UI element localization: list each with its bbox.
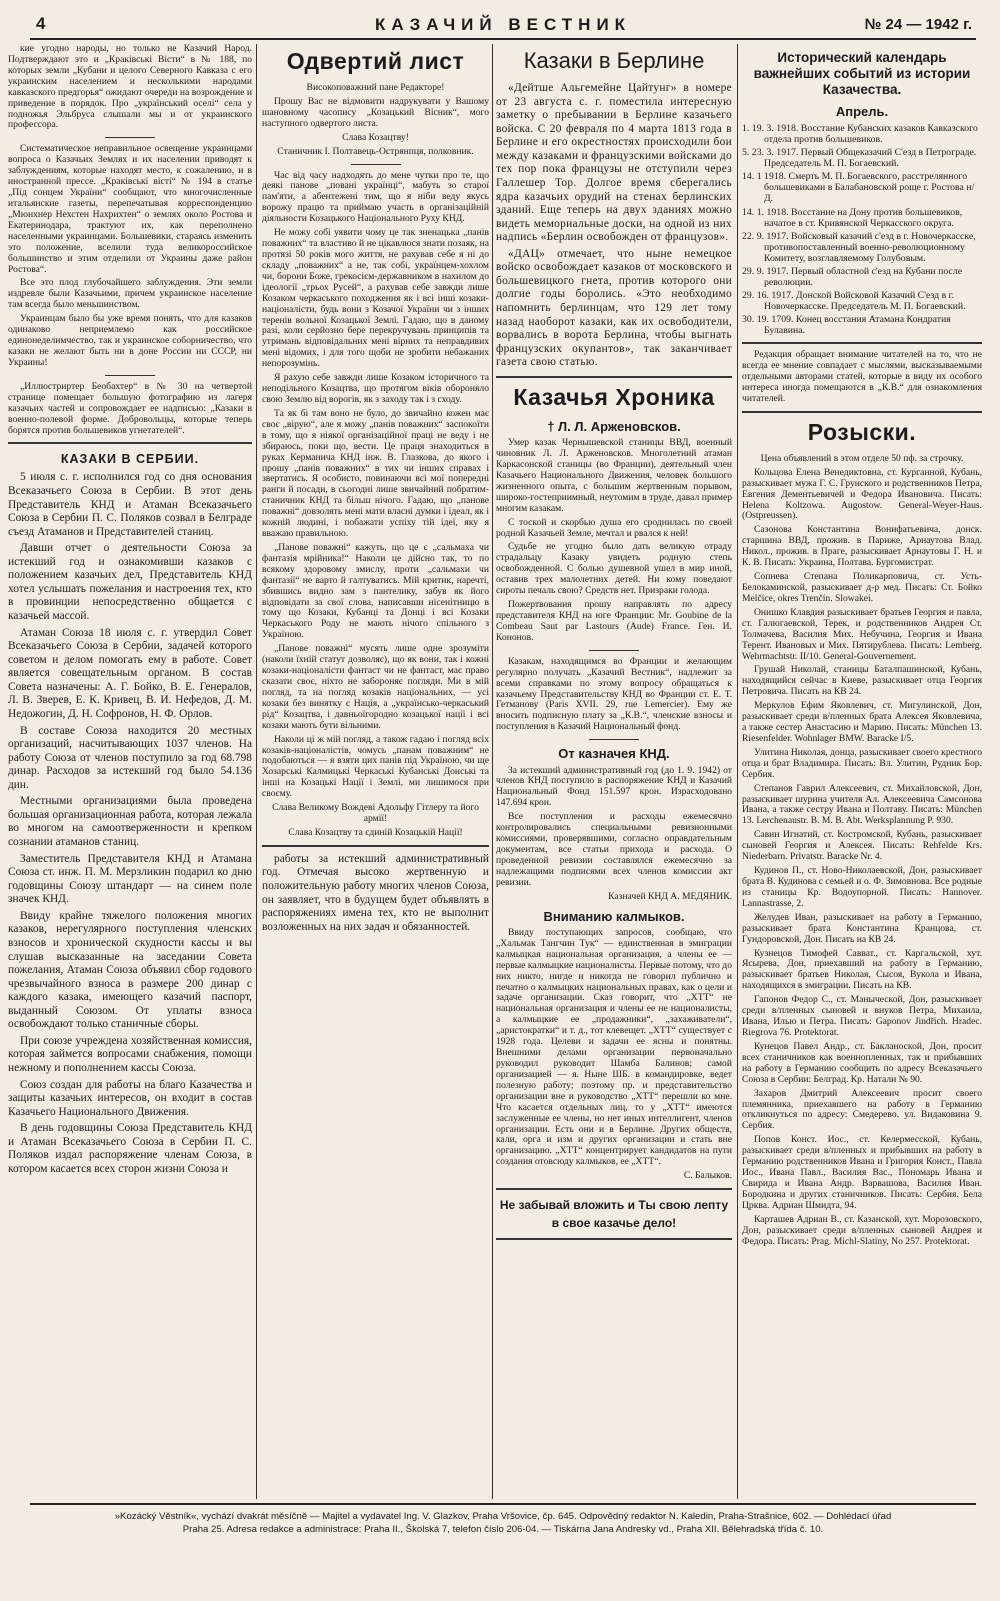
- column-1: [8, 44, 252, 1499]
- paragraph: Атаман Союза 18 июля с. г. утвердил Совет Всеказачьего Союза в Сербии, задачей которого советом и делом помогать ему в работе. Совет является совещательным органом. В состав Совета назначены: А. Г. Бойко, В. Е. Генералов, Л. В. Зверев, Е. К. Кривец, В. И. Нефедов, Д. М. Недожогин, Д. Н. Софронов, Н. Ф. Орлов.: [8, 626, 252, 720]
- page-number: 4: [36, 14, 46, 33]
- paragraph: Ввиду крайне тяжелого положения многих казаков, нерегулярного поступления членских взносов и хронической скудности кассы и вы слушав высказанные на заседании Совета пожелания, Атаман Союза объявил сбор годового чрезвычайного взноса в размере 200 динар с каждого казака, имеющего казачий паспорт, выданный Союзом. От уплаты взноса освобождают только станичные сборы.: [8, 909, 252, 1031]
- search-ad: Захаров Дмитрий Алексеевич просит своего племянника, приехавшего на работу в Германию откликнуться по адресу: Смедерево. ул. Видаковина 9. Сербия.: [742, 1087, 982, 1132]
- divider: [105, 375, 155, 376]
- paragraph: С тоской и скорбью душа его сроднилась по своей родной Казачьей Земле, мечтал и рвался к ней!: [496, 516, 732, 539]
- paragraph: Ввиду поступающих запросов, сообщаю, что „Хальмак Тангчин Тук“ — единственная в эмиграции калмыцкая национальная организация, а члены ее — первые калмыцкие националисты. Первые потому, что до них никто, нигде и никогда не говорил публично и печатно о калмыцких национальных правах, как о цели и задаче организации. Сказ говорит, что „ХТТ“ не национальная организация и члены ее не националисты, а калмыцкие ее „продажники“, „захаживатели“, „аристократки“ и т. д., тот клевещет. „ХТТ“ существует с 1928 года. Целеви и задачи ее ясны и понятны. Внешними делами организации первоначально руководил руководит Шамба Балинов; самой организацией — я. Ныне ШБ. в командировке, ведет полезную работу; поэтому пр. и представительство организации вне и руководство „ХТТ“ перешли ко мне. Что касается отдельных лиц, то у „ХТТ“ имеются заслуженные ее члены, но нет иных интеллигент, членов организации. Есть они и в Берлине. Других обществ, кали, орга и изм и других организации и стать вне организацию. „ХТТ“ концентрирует кандидатов на пути создания отовсюду калмыков, ее „ХТТ“.: [496, 926, 732, 1168]
- paragraph: Наколи ці ж мій погляд, а також гадаю і погляд всіх козаків-націоналістів, чомусь „панам поважним“ не подобаються — я взяти цих панів під Україною, чи ще Хозарські Калмицькі Черкаські Кубанські Донські та інші на Козацькі Нації і Землі, ми лишимося при своєму.: [262, 733, 489, 800]
- masthead: [30, 14, 976, 40]
- search-ad: Сазонова Константина Вонифатьевича, донск. старшина ВВД, прожив. в Париже, Арнаутова Влад. Никол., прожив. в Праге, разыскивает Арнаутовы Г. Н. и К. В. Писать: Украина, Полтава. Бургомистрат.: [742, 524, 982, 569]
- paragraph: Я рахую себе завжди лише Козаком історичного та неподільного Козацтва, що протягом віків обороняло свою Землю від ворогів, як з заходу так і з сходу.: [262, 372, 489, 405]
- divider: [351, 164, 401, 165]
- article-title-searches: Розыски.: [807, 418, 917, 445]
- section-rule: [742, 411, 982, 413]
- calendar-item: 14. 1. 1918. Восстание на Дону против большевиков, начатое в ст. Кривянской Черкасского округа.: [742, 206, 963, 229]
- paragraph: работы за истекший административный год. Отмечая высоко жертвенную и положительную работу многих членов Союза, он заявляет, что в будущем будет объявлять в распоряжениях имена тех, кто не выполнит возложенных на них задач и обязанностей.: [262, 852, 489, 933]
- search-ad: Карташев Адриан В., ст. Казанской, хут. Морозовского, Дон, разыскивает среди в/пленных сыновей Андрея и Федора. Писать: Prag. Michl-Slatiny, No 257. Protektorat.: [742, 1213, 982, 1247]
- article-title-berlin: Казаки в Берлине: [523, 48, 705, 73]
- divider: [105, 137, 155, 138]
- paragraph: Пожертвования прошу направлять по адресу представителя КНД на юге Франции: Mr. Goubine de la Combeau Saut par Lastours (Aude) France. Ген. И. Кононов.: [496, 599, 732, 643]
- search-ad: Кудинов П., ст. Ново-Николаевской, Дон, разыскивает брата В. Кудинова с семьей и о. Ф. Зимовнова. Все родные из станицы Кр. Водоупорной. Писать: Hannover. Lannastrasse, 2.: [742, 865, 982, 909]
- column-divider: [256, 44, 257, 1499]
- paragraph: В составе Союза находится 20 местных организаций, насчитывающих 1037 членов. На работу Союза от членов поступило за год 68.798 динар. Расходов за истекший год было 54.136 дин.: [8, 724, 252, 791]
- paragraph: «ДАЦ» отмечает, что ныне немецкое войско освобождает казаков от московского и большевицкого гнета, против которого они долгие годы боролись. «Это необходимо напомнить берлинцам, что 129 лет тому назад наоборот казаки, как их освободители, ворвались в ворота Берлина, чтобы выгнать французских окупантов», так заканчивает газета свою статью.: [496, 247, 732, 369]
- notice-france: Казакам, находящимся во Франции и желающим регулярно получать „Казачий Вестник“, надлежит за всеми справками по этому вопросу обращаться к казачьему Представительству КНД во Франции ст. Е. Т. Гетманову (Paris XVII. 29, rue Lemercier). Ему же вносить подписную плату за „К.В.“, членские взносы и поступления в Казачий Национальный фонд.: [496, 655, 732, 733]
- closing: Слава Великому Вождеві Адольфу Гітлеру та його армії!: [272, 802, 479, 825]
- kalmyk-title: Вниманию калмыков.: [543, 908, 685, 924]
- obituary-title: † Л. Л. Арженовсков.: [547, 418, 681, 434]
- calendar-list: [742, 123, 982, 336]
- paragraph: Не можу собі уявити чому це так зненацька „панів поважних“ та властиво й не цікавлюся знати позаяк, на протязі 50 років мого життя, не рахував себе я ні до складу „поважних“ а не, так собі, українцем-хохлом чи, борони Боже, грекосієм-державником в нахилом до ідеології „трьох Русей“, а рахував себе завжди лише Козаком черкаського походження як і всі інші козаки-націоналісти, будь вони з Козачої України чи з інших теренів вольної Козацької Землі. Гадаю, що в даному разі, коли серйозно бере перекручувань принципів та утримань відповідальних мені вірних та неправдивих мені відомих, і для того щоби не зробити небажаних непорозумінь.: [262, 227, 489, 370]
- search-ad: Сопнева Степана Поликарповича, ст. Усть-Белокаминской, разыскивает д-р мед. Писать: Ст. Бойко Melčice, okres Trenčín. Slowakei.: [742, 571, 982, 604]
- signature: С. Балыков.: [683, 1170, 732, 1182]
- paragraph: „Иллюстриртер Беобахтер“ в № 30 на четвертой странице помещает большую фотографию из лагеря казачьих частей и сопровождает ее надписью: „Казаки в военно-полевой форме. Добровольцы, которые теперь борятся против большевиков угнетателей“.: [8, 380, 252, 436]
- search-ad: Желудев Иван, разыскивает на работу в Германию, разыскивает брата Константина Кранцова, ст. Гундоровской, Дон. Писать на КВ 24.: [742, 911, 982, 945]
- paragraph: Систематическое неправильное освещение украинцами вопроса о Казачьих Землях и их населении приводят к заблуждениям, которые находят место, к сожалению, и в иностранной прессе. „Краківські вісті“ № 194 в статье „Під сонцем України“ сообщают, что многочисленные итальянские газеты, перепечатывая корреспонденцию „Мюнхнер Нехстен Нахрихтен“ о землях около Ростова и Екатеринодара, трактуют их, как переполнено населенными украинцами. Большевики, стараясь изменить это положение, вселили туда великороссийское большинство и этим отделили от Украины даже район Ростова“.: [8, 143, 252, 275]
- calendar-item: 29. 16. 1917. Донской Войсковой Казачий С'езд в г. Новочеркасске. Председатель М. П. Богаевский.: [742, 289, 966, 313]
- paragraph: Все это плод глубочайшего заблуждения. Эти земли издревле были Казачьими, причем украинское население там всегда было меньшинством.: [8, 277, 252, 311]
- letter-author: Станичник І. Полтавець-Острянпця, полковник.: [277, 145, 474, 157]
- section-rule: [262, 845, 489, 847]
- paragraph: Заместитель Представителя КНД и Атамана Союза ст. инж. П. М. Мерзликин подарил ко дню годовщины Союзу штандарт — на синем поле значек КНД.: [8, 852, 252, 906]
- paragraph: За истекший административный год (до 1. 9. 1942) от членов КНД поступило в распоряжение КНД и Казачий Национальный Фонд 151.597 крон. Израсходовано 147.694 крон.: [496, 764, 732, 809]
- paragraph: Все поступления и расходы ежемесячно контролировались специальными ревизионными комиссиями, проверявшими, согласно оправдательным документам, все статьи прихода и расхода. О проведенной ревизии составлялся ежемесячно за надлежащими подписями всех членов комиссии акт ревизии.: [496, 811, 732, 888]
- section-rule: [742, 342, 982, 344]
- article-title-chronicle: Казачья Хроника: [513, 383, 715, 410]
- search-ad: Попов Конст. Иос., ст. Келермесской, Кубань, разыскивает среди в/пленных и прибывших на работу в Германию родственников Ивана и Григория Конст., Павла Иос., Ивана Павл., Василия Вас., Пономарь Ивана и Свирида и Ивана Андр. Варвашова, Василия Иван. Бородкина и других станичников. Писать: Сербия. Бела Црква. Адриан Шмидта, 94.: [742, 1134, 982, 1211]
- price-note: Цена объявлений в этом отделе 50 пф. за строчку.: [760, 452, 964, 464]
- calendar-item: 5. 23. 3. 1917. Первый Общеказачий С'езд в Петрограде. Председатель М. П. Богаевский.: [742, 147, 977, 170]
- salutation: Високоповажний пане Редакторе!: [306, 82, 445, 93]
- newspaper-title: КАЗАЧИЙ ВЕСТНИК: [374, 15, 632, 34]
- article-title-open-letter: Одвертий лист: [286, 48, 465, 74]
- paragraph: „Панове поважні“ мусять лише одне зрозуміти (наколи їхній статут дозволяє), що як вони, так і кожні козаки-націоналісти фантаст чи не фантаст, має право сказати своє, ніхто не забороняє погляди. Ми в мій погляд, та на погляд козаків національних, — усі козаки без винятку є Нація, а „українсько-черкаський рід“ Козацтва, і давньоїгородно козацької нації і всі козаки мають бути вільними.: [262, 643, 489, 731]
- column-4: [742, 44, 982, 1499]
- calendar-item: 14. 1 1918. Смерть М. П. Богаевского, расстрелянного большевиками в Балабановской роще г. Ростова н/Д.: [742, 171, 975, 205]
- paragraph: 5 июля с. г. исполнился год со дня основания Всеказачьего Союза в Сербии. В этот день Представитель КНД и Атаман Всеказачьего Союза в Сербии П. С. Поляков созвал в Белграде съезд Атаманов и Представителей станиц.: [8, 471, 252, 538]
- search-ad: Кольцова Елена Венедиктовна, ст. Курганной, Кубань, разыскивает мужа Г. С. Грунского и родственников Петра, Евгения Дементьевичей и Федора Ивановича. Писать: Helena Koltzowa. Augostow. General-Weyer-Haus. (Ostpreussen).: [742, 466, 982, 522]
- calendar-item: 1. 19. 3. 1918. Восстание Кубанских казаков Кавказского отдела против большевиков.: [742, 123, 978, 146]
- paragraph: кие угодно народы, но только не Казачий Народ. Подтверждают это и „Краківські Вісти“ в № 188, по которых земли „Кубани и целого Северного Кавказа с его украинским населением и несколькими народами кавказского предгорья“ ожидают очереди на возрождение и приведение в порядок. Про „український оселі“ села у подножья Эльбруса слышали мы и от украинского профессора.: [8, 44, 252, 131]
- column-2: [262, 44, 489, 1499]
- imprint-line: Praha 25. Adresa redakce a administrace: Praha II., Školská 7, telefon číslo 206-04. — Tiskárna Jana Andresky vd., Praha XII. Bělehradská třída č. 10.: [182, 1524, 824, 1536]
- search-ad: Степанов Гаврил Алексеевич, ст. Михайловской, Дон, разыскивает шурина учителя Ал. Алексеевича Самсонова Ивана, а также сестру Ивана и Полтаву. Писать: München 13. Lerchenaustr. B. M. B. Abt. Werksplannung P. 930.: [742, 782, 982, 827]
- search-ad: Гапонов Федор С., ст. Маныческой, Дон, разыскивает среди в/пленных сыновей и внуков Петра, Михаила, Ивана, Илью и Петра. Писать: Gaponov Jindřich. Hradec. Riegrova 76. Protektorat.: [742, 994, 982, 1038]
- calendar-title: Исторический календарь важнейших событий из истории Казачества.: [753, 50, 971, 97]
- treasurer-title: От казначея КНД.: [558, 746, 670, 762]
- section-rule: [496, 376, 732, 378]
- search-ad: Улитина Николая, донца, разыскивает своего крестного отца и брат Владимира. Писать: Вл. Улитин, Рудник Бор. Сербия.: [742, 746, 982, 780]
- search-ad: Кузнецов Тимофей Савват., ст. Каргальской, хут. Ясырева, Дон, приехавший на работу в Германию, разыскивает братьев Николая, Сысоя, Вукола и Ивана, находящихся в эмиграции. Писать на КВ.: [742, 947, 982, 992]
- paragraph: „Панове поважні“ кажуть, що це є „сальмаха чи фантазія мрійника!“ Наколи це дійсно так, то по всякому здоровому змислу, проти „сальмахи чи фантазії“ не варто й галтуватись. Мій критик, наречті, збившись видно зам з пантелику, забув як його відповідати за свої слова, написавши нісенітницю в тому що Козаки, Кубанці та Донці і всі Козаки Черкаського Роду не мають нічого спільного з Україною.: [262, 541, 489, 641]
- issue-number: № 24 — 1942 г.: [864, 16, 972, 33]
- calendar-item: 30. 19. 1709. Конец восстания Атамана Кондратия Булавина.: [742, 314, 951, 337]
- calendar-item: 29. 9. 1917. Первый областной с'езд на Кубани после революции.: [742, 265, 963, 288]
- paragraph: Местными организациями была проведена большая организационная работа, которая лежала во многом на самоотверженности и крепком сознании атаманов станиц.: [8, 795, 252, 849]
- column-divider: [737, 44, 738, 1499]
- divider: [589, 650, 639, 651]
- paragraph: Судьбе не угодно было дать великую отраду страдальцу Казаку увидеть родную степь освобожденной. С болью душевной ушел в мир иной, оставив трех малолетних детей. Ни кому поведают сироты печаль свою? Средств нет. Призраки голода.: [496, 541, 732, 597]
- search-ad: Онишко Клавдия разыскивает братьев Георгия и павла, ст. Галюгаевской, Терек, и родственников Андрея Ст. Толмачева, Василия Мих. Небучина, Георгия и Ивана Терент. Ивановых и Мих. Пятирублева. Писать: Lemberg. Wehrmachtstr. II/10. General-Gouvernement.: [742, 606, 982, 662]
- paragraph: Час від часу надходять до мене чутки про те, що деякі панове „повані українці“, мабуть зо старої пам'яти, а абентежені тим, що я ніби веду якусь ворожу працю та приймаю участь в організаційній діяльности Козацького Національного Руху КНД.: [262, 169, 489, 225]
- editorial-note: Редакция обращает внимание читателей на то, что не всегда ее мнение совпадает с мыслями, высказываемыми отдельными авторами статей, которые в виду их особого интереса иногда помещаются в „К.В.“ для ознакомления читателей.: [742, 349, 982, 404]
- appeal-banner: Не забывай вложить и Ты свою лепту в свое казачье дело!: [496, 1188, 732, 1240]
- paragraph: В день годовщины Союза Представитель КНД и Атаман Всеказачьего Союза в Сербии П. С. Поляков издал распоряжение членам Союза, в котором касается всех сторон жизни Союза и: [8, 1122, 252, 1175]
- paragraph: Прошу Вас не відмовити надрукувати у Вашому шановному часопису „Козацький Вісник“, мого наступного одвертого листа.: [262, 95, 489, 129]
- imprint-footer: [30, 1503, 976, 1537]
- column-divider: [492, 44, 493, 1499]
- imprint-line: »Kozácký Věstník«, vychází dvakrát měsíčně — Majitel a vydavatel Ing. V. Glazkov, Praha Vršovice, čp. 645. Odpovědný redaktor N. Kaledin, Praha-Strašnice, 602. — Dohlédací úřad: [114, 1511, 892, 1522]
- calendar-item: 22. 9. 1917. Войсковый казачий с'езд в г. Новочеркасске, противопоставленный военно-революционному Комитету, возглавляемому Голубовым.: [742, 230, 976, 264]
- paragraph: Давши отчет о деятельности Союза за истекший год и ознакомивши казаков с положением казачьих дел, Представитель КНД хотел услышать пожелания и настроения тех, кто в провинции непосредственно общается с казачьей массой.: [8, 542, 252, 623]
- column-3: [496, 44, 732, 1499]
- paragraph: Та як бі там воно не було, до звичайно кожен має своє „вірую“, але я можу „панів поважних“ заспокоїти в тому, що я ніякої організаційної праці не веду і не збираюсь, поки що, вести. Це праця знаходиться в руках Керманича КНД інж. В. Глазкова, до якого і прошу „панів поважних“ в тих чи інших справах і звертатись. Я особисто, повинаючи всі мої попередні ранги й посади, в сьогодні лише звичайний побратим-станичник КНД та більш нічого. Гадаю, що „панове поважні“ довзолять мені мати власні думки і ідеал, як і кожній людині, і побажати успіху тій ідеї, яку я вважаю правильною.: [262, 407, 489, 540]
- divider: [589, 739, 639, 740]
- paragraph: Союз создан для работы на благо Казачества и защиты казачьих интересов, он входит в состав Казачьего Национального Движения.: [8, 1078, 252, 1118]
- paragraph: Украинцам было бы уже время понять, что для казаков одинаково неприемлемо как российское единонеделимчество, так и украинское соборничество, что казаки не желают быть ни в доне России ни СССР, ни Украины!: [8, 313, 252, 368]
- article-title-serbia: КАЗАКИ В СЕРБИИ.: [60, 452, 200, 467]
- paragraph: При союзе учреждена хозяйственная комиссия, которая займется вопросами снабжения, помощи нежному и пополнением кассы Союза.: [8, 1034, 252, 1075]
- search-ad: Меркулов Ефим Яковлевич, ст. Мигулинской, Дон, разыскивает среди в/пленных брата Алексея Яковлевича, а также сестер Анастасию и Марию. Писать: München 13. Riesenfelder. Wohnlager BMW. Baracke I/5.: [742, 700, 982, 744]
- calendar-month: Апрель.: [835, 103, 889, 119]
- closing: Слава Козацтву!: [342, 131, 409, 143]
- closing: Слава Козацтву та єдиній Козацькій Нації!: [288, 827, 463, 838]
- section-rule: [8, 442, 252, 444]
- paragraph: Умер казак Чернышевской станицы ВВД, военный чиновник Л. Л. Арженовсков. Многолетний атаман Каркасонской станицы (во Франции), деятельный член Казачьего Национального Движения, человек большого жизненного опыта, с большим жертвенным порывом, широко-гостеприимный, неутомим в труде, давал пример многим казакам.: [496, 437, 732, 514]
- search-ad: Савин Игнатий, ст. Костромской, Кубань, разыскивает сыновей Георгия и Алексея. Писать: Rehfelde Krs. Niederbarn. Privatstr. Baracke Nr. 4.: [742, 829, 982, 863]
- paragraph: «Дейтше Альгемейне Цайтунг» в номере от 23 августа с. г. поместила интересную заметку о пребывании в Берлине казачьего войска. С 20 февраля по 4 марта 1813 года в Берлине и его окрестностях происходили бои между казаками и французскими войсками до тех пор пока французы не отступили через Галлешер Тор. Долгое время сберегались ядра казачьих орудий на стенах берлинских зданий. Еще теперь на двух зданиях можно видеть мемориальные доски, на одной из них надпись «Берлин освобожден от французов».: [496, 82, 732, 244]
- signature: Казначей КНД А. МЕДЯНИК.: [608, 890, 732, 902]
- search-ad: Грушай Николай, станицы Баталпашинской, Кубань, находящийся сейчас в Киеве, разыскивает отца Георгия Петровича. Писать на КВ 24.: [742, 664, 982, 698]
- search-ad: Кунецов Павел Андр., ст. Бакланоской, Дон, просит всех станичников как военнопленных, так и прибывших на работу в Германию сообщить по адресу Всеказачьего Союза в Сербии: Белград. Кр. Натали № 90.: [742, 1040, 982, 1085]
